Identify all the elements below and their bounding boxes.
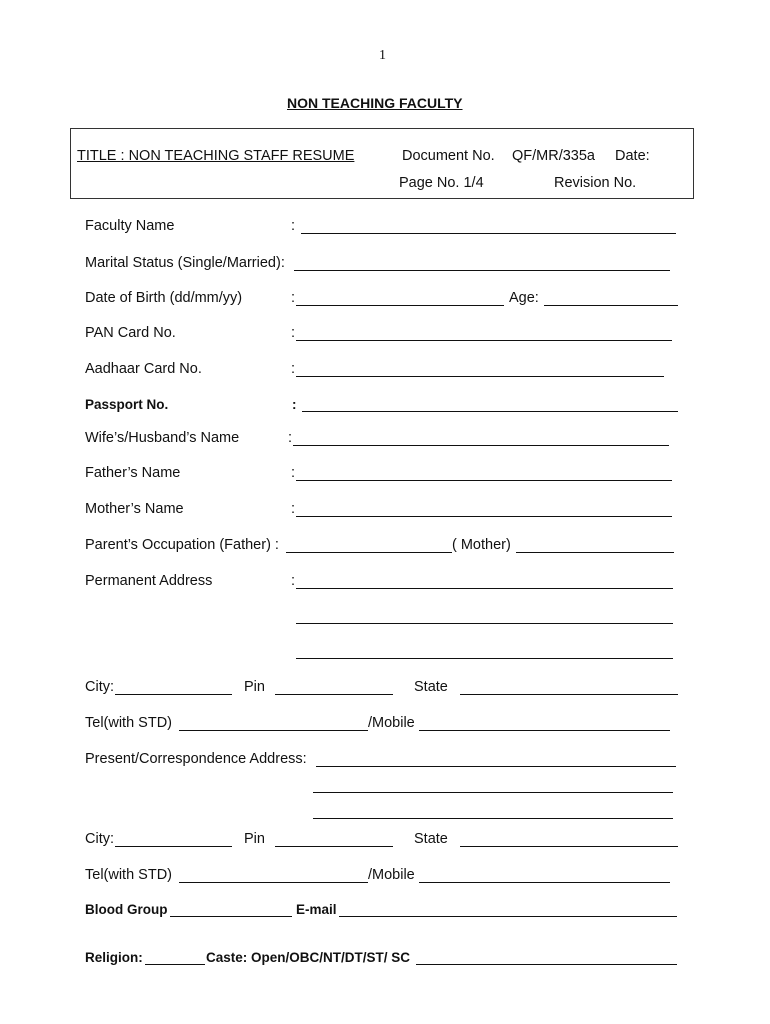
city-label: City:: [85, 679, 114, 695]
mother-name-field[interactable]: [296, 516, 672, 517]
permanent-address-line-3[interactable]: [296, 658, 673, 659]
tel-label: Tel(with STD): [85, 867, 173, 883]
present-address-line-2[interactable]: [313, 792, 673, 793]
state-label: State: [414, 679, 448, 695]
aadhaar-label: Aadhaar Card No.: [85, 361, 202, 377]
pan-label: PAN Card No.: [85, 325, 176, 341]
colon: :: [291, 573, 296, 589]
document-no-value: QF/MR/335a: [512, 148, 595, 164]
permanent-address-label: Permanent Address: [85, 573, 213, 589]
mobile-field[interactable]: [419, 882, 670, 883]
colon: :: [288, 430, 293, 446]
pin-label: Pin: [244, 679, 265, 695]
mobile-field[interactable]: [419, 730, 670, 731]
page-no: Page No. 1/4: [399, 175, 484, 191]
present-address-line-1[interactable]: [316, 766, 676, 767]
email-label: E-mail: [296, 902, 337, 917]
dob-label: Date of Birth (dd/mm/yy): [85, 290, 243, 306]
permanent-address-line-2[interactable]: [296, 623, 673, 624]
caste-label: Caste: Open/OBC/NT/DT/ST/ SC: [206, 950, 411, 965]
caste-field[interactable]: [416, 964, 677, 965]
spouse-name-label: Wife’s/Husband’s Name: [85, 430, 240, 446]
colon: :: [291, 361, 296, 377]
passport-field[interactable]: [302, 411, 678, 412]
city-field[interactable]: [115, 846, 232, 847]
state-label: State: [414, 831, 448, 847]
pin-field[interactable]: [275, 694, 393, 695]
document-no-label: Document No.: [402, 148, 495, 164]
email-field[interactable]: [339, 916, 677, 917]
city-label: City:: [85, 831, 114, 847]
religion-label: Religion:: [85, 950, 143, 965]
age-field[interactable]: [544, 305, 678, 306]
pin-label: Pin: [244, 831, 265, 847]
pin-field[interactable]: [275, 846, 393, 847]
state-field[interactable]: [460, 846, 678, 847]
blood-group-field[interactable]: [170, 916, 292, 917]
colon: :: [292, 397, 297, 412]
father-occupation-field[interactable]: [286, 552, 452, 553]
tel-field[interactable]: [179, 730, 368, 731]
date-label: Date:: [615, 148, 650, 164]
revision-no: Revision No.: [554, 175, 637, 191]
faculty-name-field[interactable]: [301, 233, 676, 234]
resume-title: TITLE : NON TEACHING STAFF RESUME: [77, 148, 355, 164]
colon: :: [291, 218, 296, 234]
spouse-name-field[interactable]: [293, 445, 669, 446]
permanent-address-line-1[interactable]: [296, 588, 673, 589]
mother-occupation-field[interactable]: [516, 552, 674, 553]
city-field[interactable]: [115, 694, 232, 695]
colon: :: [291, 465, 296, 481]
age-label: Age:: [509, 290, 539, 306]
mother-name-label: Mother’s Name: [85, 501, 184, 517]
parent-occupation-label: Parent’s Occupation (Father) :: [85, 537, 279, 553]
marital-status-field[interactable]: [294, 270, 670, 271]
page-number: 1: [379, 48, 386, 63]
tel-label: Tel(with STD): [85, 715, 173, 731]
passport-label: Passport No.: [85, 397, 169, 412]
present-address-line-3[interactable]: [313, 818, 673, 819]
mobile-label: /Mobile: [368, 715, 415, 731]
form-heading: NON TEACHING FACULTY: [287, 95, 463, 111]
dob-field[interactable]: [296, 305, 504, 306]
state-field[interactable]: [460, 694, 678, 695]
mobile-label: /Mobile: [368, 867, 415, 883]
pan-field[interactable]: [296, 340, 672, 341]
blood-group-label: Blood Group: [85, 902, 168, 917]
present-address-label: Present/Correspondence Address:: [85, 751, 307, 767]
colon: :: [291, 501, 296, 517]
tel-field[interactable]: [179, 882, 368, 883]
colon: :: [291, 290, 296, 306]
father-name-field[interactable]: [296, 480, 672, 481]
colon: :: [291, 325, 296, 341]
marital-status-label: Marital Status (Single/Married):: [85, 255, 285, 271]
father-name-label: Father’s Name: [85, 465, 181, 481]
religion-field[interactable]: [145, 964, 205, 965]
faculty-name-label: Faculty Name: [85, 218, 175, 234]
mother-occupation-label: ( Mother): [452, 537, 511, 553]
aadhaar-field[interactable]: [296, 376, 664, 377]
